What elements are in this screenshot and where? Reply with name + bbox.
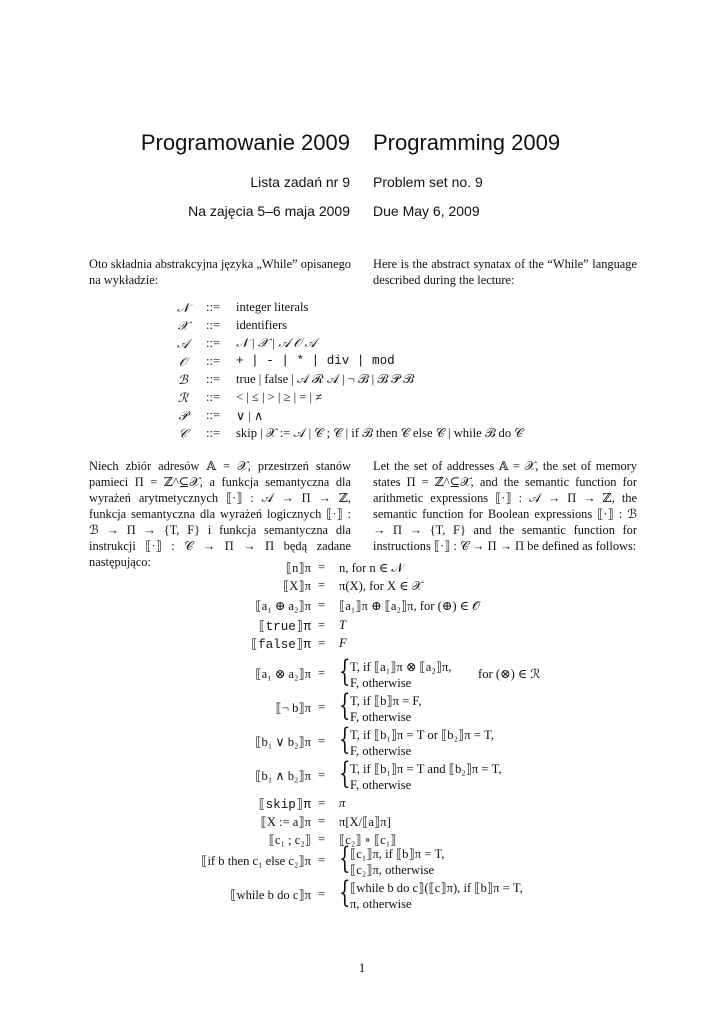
equals-sign: = [318,887,326,901]
equals-sign: = [318,853,326,867]
cases [350,693,422,725]
equation-rhs: F [339,636,347,650]
case-true: T, if ⟦b₁⟧π = T and ⟦b₂⟧π = T, [350,762,502,776]
case-false: F, otherwise [350,710,412,724]
left-brace-icon: { [339,841,351,876]
case-false: F, otherwise [350,778,412,792]
equals-sign: = [318,796,326,810]
setup-polish: Niech zbiór adresów 𝔸 = 𝒳, przestrzeń stanów pamieci Π = ℤ^⊆𝒳, a funkcja semantyczna dla wyrażeń arytmetycznych ⟦·⟧ : 𝒜 → Π → ℤ, funkcja semantyczna dla wyrażeń logicznych ⟦·⟧ : ℬ → Π → {T, F} i funkcja semantyczna dla instrukcji ⟦·⟧ : 𝒞 → Π → Π będą zadane następująco: [89,459,351,569]
left-brace-icon: { [339,654,351,689]
case-false: F, otherwise [350,744,412,758]
case-false: ⟦c₂⟧π, otherwise [350,863,435,877]
produces-symbol: ::= [206,354,221,368]
produces-symbol: ::= [206,336,221,350]
case-false: F, otherwise [350,676,412,690]
intro-polish: Oto składnia abstrakcyjna języka „While” opisanego na wykładzie: [89,257,351,287]
equals-sign: = [318,734,326,748]
nonterminal: ℬ [178,372,188,387]
equation-lhs: ⟦false⟧π [250,638,311,652]
equals-sign: = [318,578,326,592]
setup-english: Let the set of addresses 𝔸 = 𝒳, the set of memory states Π = ℤ^⊆𝒳, and the semantic function for arithmetic expressions ⟦·⟧ : 𝒜 → Π → ℤ, the semantic function for Boolean expressions ⟦·⟧ : ℬ → Π → {T, F} and the semantic function for instructions ⟦·⟧ : 𝒞 → Π → Π be defined as follows: [373,459,637,553]
equation-lhs: ⟦X⟧π [283,579,311,593]
equals-sign: = [318,814,326,828]
nonterminal: 𝒫 [178,408,188,423]
produces-symbol: ::= [206,318,221,332]
equation-rhs: n, for n ∈ 𝒩 [339,561,404,575]
equals-sign: = [318,560,326,574]
equals-sign: = [318,700,326,714]
due-english: Due May 6, 2009 [373,203,480,219]
equation-lhs: ⟦X := a⟧π [260,815,311,829]
equation-rhs: π [339,796,346,810]
left-brace-icon: { [339,688,351,723]
equals-sign: = [318,666,326,680]
nonterminal: ℛ [177,390,189,405]
cases [350,659,452,691]
title-english: Programming 2009 [373,130,561,155]
equation-lhs: ⟦c₁ ; c₂⟧ [268,833,311,847]
left-brace-icon: { [339,722,351,757]
equation-rhs: ⟦c₂⟧ ∘ ⟦c₁⟧ [339,833,397,847]
equals-sign: = [318,636,326,650]
list-english: Problem set no. 9 [373,174,483,190]
equals-sign: = [318,618,326,632]
page-number: 1 [358,960,366,975]
nonterminal: 𝒳 [177,318,189,333]
produces-symbol: ::= [206,426,221,440]
nonterminal: 𝒞 [178,426,188,441]
equals-sign: = [318,598,326,612]
production: integer literals [236,300,309,314]
equation-rhs: T [339,618,347,632]
case-true: ⟦c₁⟧π, if ⟦b⟧π = T, [350,847,445,861]
equals-sign: = [318,832,326,846]
side-condition: for (⊗) ∈ ℛ [478,667,541,681]
equation-lhs: ⟦skip⟧π [258,798,311,812]
equation-rhs: ⟦a₁⟧π ⊕ ⟦a₂⟧π, for (⊕) ∈ 𝒪 [339,599,481,613]
produces-symbol: ::= [206,408,221,422]
nonterminal: 𝒜 [177,336,189,351]
due-polish: Na zajęcia 5–6 maja 2009 [188,203,350,219]
case-true: T, if ⟦b₁⟧π = T or ⟦b₂⟧π = T, [350,728,494,742]
production: < | ≤ | > | ≥ | = | ≠ [236,390,323,404]
cases [350,727,494,759]
production: + | - | * | div | mod [236,354,395,368]
title-polish: Programowanie 2009 [140,130,350,155]
case-true: T, if ⟦b⟧π = F, [350,694,422,708]
nonterminal: 𝒪 [179,354,187,369]
produces-symbol: ::= [206,390,221,404]
equation-lhs: ⟦a₁ ⊗ a₂⟧π [255,667,311,681]
equation-lhs: ⟦if b then c₁ else c₂⟧π [201,854,311,868]
nonterminal: 𝒩 [176,300,190,315]
produces-symbol: ::= [206,300,221,314]
equation-lhs: ⟦b₁ ∧ b₂⟧π [255,769,311,783]
production: 𝒩 | 𝒳 | 𝒜 𝒪 𝒜 [236,336,317,350]
equation-lhs: ⟦n⟧π [285,561,311,575]
equals-sign: = [318,768,326,782]
left-brace-icon: { [339,875,351,910]
intro-english: Here is the abstract synatax of the “While” language described during the lecture: [373,257,637,287]
equation-lhs: ⟦while b do c⟧π [230,888,311,902]
production: true | false | 𝒜 ℛ 𝒜 | ¬ ℬ | ℬ 𝒫 ℬ [236,372,414,386]
production: identifiers [236,318,288,332]
case-true: T, if ⟦a₁⟧π ⊗ ⟦a₂⟧π, [350,660,452,674]
equation-lhs: ⟦true⟧π [258,620,311,634]
case-true: ⟦while b do c⟧(⟦c⟧π), if ⟦b⟧π = T, [350,881,523,895]
left-brace-icon: { [339,756,351,791]
production: skip | 𝒳 := 𝒜 | 𝒞 ; 𝒞 | if ℬ then 𝒞 else 𝒞 | while ℬ do 𝒞 [236,426,524,440]
equation-rhs: π[X/⟦a⟧π] [339,815,391,829]
equation-lhs: ⟦¬ b⟧π [275,701,311,715]
equation-lhs: ⟦b₁ ∨ b₂⟧π [255,735,311,749]
produces-symbol: ::= [206,372,221,386]
equation-rhs: π(X), for X ∈ 𝒳 [339,579,423,593]
production: ∨ | ∧ [236,409,264,423]
list-polish: Lista zadań nr 9 [250,174,350,190]
equation-lhs: ⟦a₁ ⊕ a₂⟧π [255,599,311,613]
cases [350,761,502,793]
cases [350,846,444,878]
cases [350,880,523,912]
case-false: π, otherwise [350,897,412,911]
